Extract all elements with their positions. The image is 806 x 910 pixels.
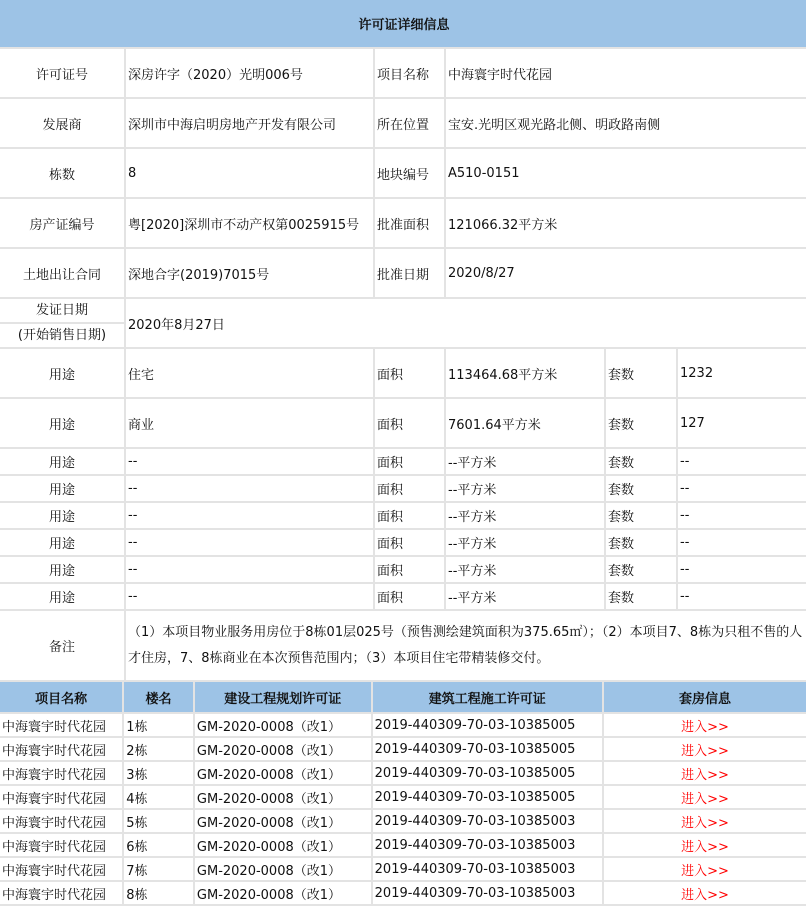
usage-value: -- [126,449,373,474]
construction-permit-cell: 2019-440309-70-03-10385005 [373,714,602,736]
building-cell: 6栋 [124,834,193,856]
project-name-label: 项目名称 [375,49,444,97]
location-value: 宝安.光明区观光路北侧、明政路南侧 [446,99,806,147]
building-cell: 8栋 [124,882,193,904]
table-row [0,786,806,808]
area-label: 面积 [375,349,444,397]
developer-label: 发展商 [0,99,124,147]
usage-label: 用途 [0,530,124,555]
land-contract-label: 土地出让合同 [0,249,124,297]
units-label: 套数 [606,530,676,555]
usage-label: 用途 [0,503,124,528]
table-row [0,810,806,832]
table-row [0,882,806,904]
building-cell: 4栋 [124,786,193,808]
table-row [0,858,806,880]
enter-link[interactable]: 进入>> [604,714,806,736]
area-value: --平方米 [446,584,604,609]
permit-no-label: 许可证号 [0,49,124,97]
usage-label: 用途 [0,399,124,447]
approved-area-label: 批准面积 [375,199,444,247]
area-value: --平方米 [446,449,604,474]
building-cell: 7栋 [124,858,193,880]
table-row [0,714,806,736]
property-cert-label: 房产证编号 [0,199,124,247]
property-cert-value: 粤[2020]深圳市不动产权第0025915号 [126,199,373,247]
land-contract-value: 深地合字(2019)7015号 [126,249,373,297]
area-value: --平方米 [446,503,604,528]
buildings-label: 栋数 [0,149,124,197]
usage-row [0,399,806,447]
construction-permit-cell: 2019-440309-70-03-10385005 [373,762,602,784]
plot-no-label: 地块编号 [375,149,444,197]
enter-link[interactable]: 进入>> [604,882,806,904]
construction-permit-cell: 2019-440309-70-03-10385003 [373,834,602,856]
units-label: 套数 [606,584,676,609]
remark-label: 备注 [0,611,124,680]
units-label: 套数 [606,476,676,501]
construction-permit-cell: 2019-440309-70-03-10385003 [373,858,602,880]
building-cell: 2栋 [124,738,193,760]
usage-label: 用途 [0,557,124,582]
buildings-value: 8 [126,149,373,197]
usage-row [0,557,806,582]
units-value: -- [678,503,806,528]
construction-permit-cell: 2019-440309-70-03-10385003 [373,882,602,904]
plan-permit-cell: GM-2020-0008（改1） [195,882,371,904]
units-label: 套数 [606,557,676,582]
usage-value: -- [126,530,373,555]
construction-permit-cell: 2019-440309-70-03-10385005 [373,738,602,760]
issue-date-label [0,299,124,347]
area-value: --平方米 [446,476,604,501]
usage-label: 用途 [0,349,124,397]
table-row [0,738,806,760]
usage-value: 住宅 [126,349,373,397]
usage-value: -- [126,584,373,609]
enter-link[interactable]: 进入>> [604,738,806,760]
units-value: -- [678,530,806,555]
buildings-table [0,680,806,906]
units-label: 套数 [606,349,676,397]
project-cell: 中海寰宇时代花园 [0,810,122,832]
units-value: -- [678,476,806,501]
approved-area-value: 121066.32平方米 [446,199,806,247]
units-label: 套数 [606,399,676,447]
area-label: 面积 [375,476,444,501]
location-label: 所在位置 [375,99,444,147]
units-value: 1232 [678,349,806,397]
construction-permit-cell: 2019-440309-70-03-10385003 [373,810,602,832]
col-header-plan-permit: 建设工程规划许可证 [195,682,371,712]
approved-date-label: 批准日期 [375,249,444,297]
usage-value: -- [126,557,373,582]
col-header-project: 项目名称 [0,682,122,712]
permit-no-value: 深房许字（2020）光明006号 [126,49,373,97]
enter-link[interactable]: 进入>> [604,762,806,784]
enter-link[interactable]: 进入>> [604,834,806,856]
usage-row [0,503,806,528]
issue-date-value: 2020年8月27日 [126,299,806,347]
project-cell: 中海寰宇时代花园 [0,738,122,760]
building-cell: 1栋 [124,714,193,736]
plan-permit-cell: GM-2020-0008（改1） [195,738,371,760]
area-label: 面积 [375,584,444,609]
remark-text: （1）本项目物业服务用房位于8栋01层025号（预售测绘建筑面积为375.65㎡）；（2）本项目7、8栋为只租不售的人才住房，7、8栋商业在本次预售范围内；（3）本项目住宅带精装修交付。 [126,611,806,680]
approved-date-value: 2020/8/27 [446,249,806,297]
col-header-construction-permit: 建筑工程施工许可证 [373,682,602,712]
project-cell: 中海寰宇时代花园 [0,786,122,808]
usage-value: 商业 [126,399,373,447]
plan-permit-cell: GM-2020-0008（改1） [195,786,371,808]
project-cell: 中海寰宇时代花园 [0,858,122,880]
building-cell: 3栋 [124,762,193,784]
units-value: -- [678,584,806,609]
usage-row [0,530,806,555]
area-value: 7601.64平方米 [446,399,604,447]
plan-permit-cell: GM-2020-0008（改1） [195,714,371,736]
enter-link[interactable]: 进入>> [604,786,806,808]
project-cell: 中海寰宇时代花园 [0,882,122,904]
project-cell: 中海寰宇时代花园 [0,714,122,736]
usage-label: 用途 [0,584,124,609]
page-title: 许可证详细信息 [0,0,806,47]
usage-row [0,476,806,501]
building-cell: 5栋 [124,810,193,832]
area-value: 113464.68平方米 [446,349,604,397]
usage-value: -- [126,476,373,501]
units-label: 套数 [606,503,676,528]
project-name-value: 中海寰宇时代花园 [446,49,806,97]
issue-date-label-line2: (开始销售日期) [17,328,107,343]
units-value: 127 [678,399,806,447]
usage-label: 用途 [0,449,124,474]
developer-value: 深圳市中海启明房地产开发有限公司 [126,99,373,147]
usage-value: -- [126,503,373,528]
units-label: 套数 [606,449,676,474]
area-label: 面积 [375,530,444,555]
area-value: --平方米 [446,557,604,582]
col-header-building: 楼名 [124,682,193,712]
plan-permit-cell: GM-2020-0008（改1） [195,858,371,880]
usage-label: 用途 [0,476,124,501]
plot-no-value: A510-0151 [446,149,806,197]
usage-row [0,449,806,474]
project-cell: 中海寰宇时代花园 [0,834,122,856]
usage-row [0,584,806,609]
table-row [0,762,806,784]
enter-link[interactable]: 进入>> [604,858,806,880]
units-value: -- [678,557,806,582]
table-row [0,834,806,856]
plan-permit-cell: GM-2020-0008（改1） [195,810,371,832]
area-label: 面积 [375,399,444,447]
enter-link[interactable]: 进入>> [604,810,806,832]
area-label: 面积 [375,449,444,474]
area-label: 面积 [375,503,444,528]
area-value: --平方米 [446,530,604,555]
units-value: -- [678,449,806,474]
area-label: 面积 [375,557,444,582]
plan-permit-cell: GM-2020-0008（改1） [195,762,371,784]
construction-permit-cell: 2019-440309-70-03-10385005 [373,786,602,808]
plan-permit-cell: GM-2020-0008（改1） [195,834,371,856]
project-cell: 中海寰宇时代花园 [0,762,122,784]
usage-row [0,349,806,397]
issue-date-label-line1: 发证日期 [0,299,124,324]
col-header-unit-info: 套房信息 [604,682,806,712]
